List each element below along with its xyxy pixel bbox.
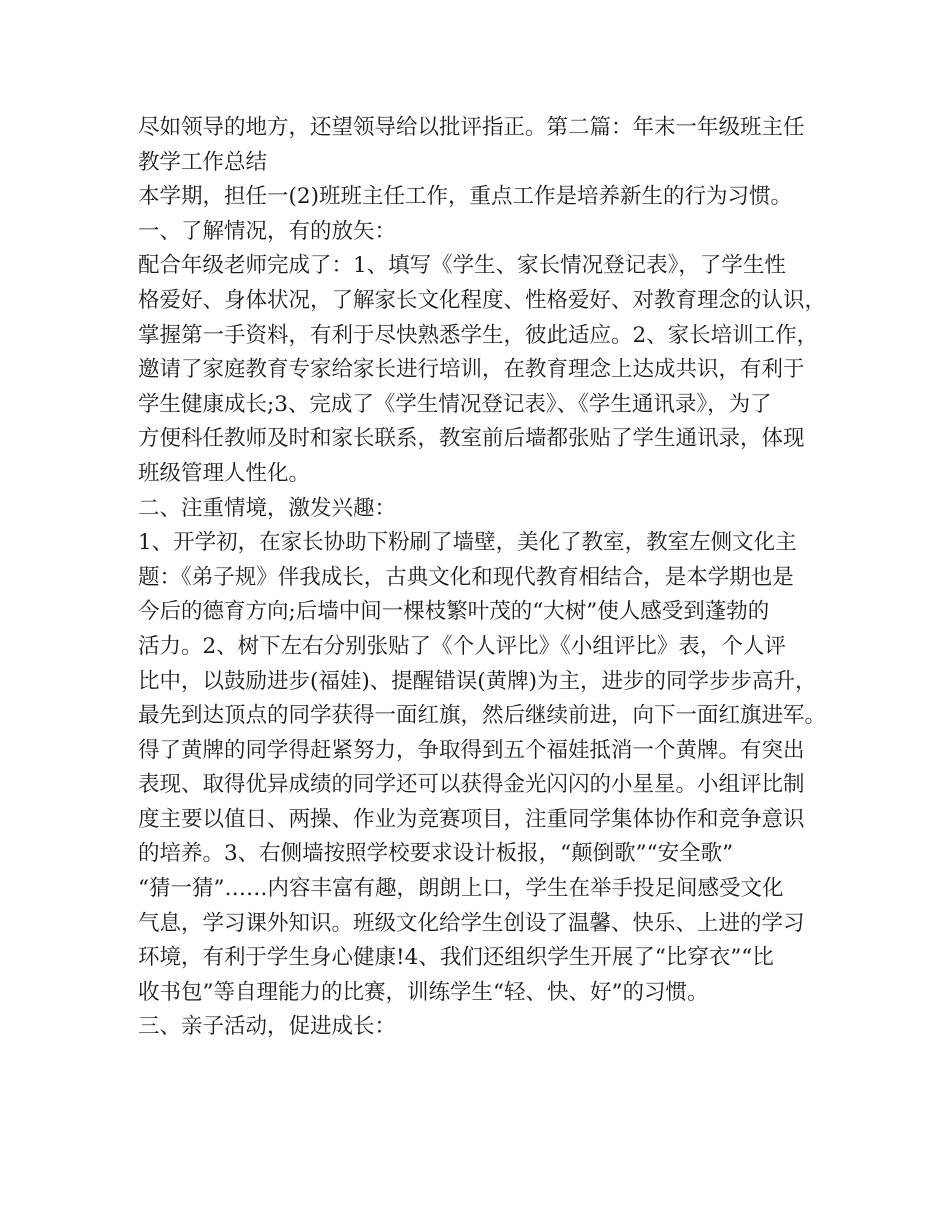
section-heading: 三、亲子活动，促进成长： [138, 1014, 397, 1040]
text-line: 教学工作总结 [138, 149, 268, 175]
text-line: 尽如领导的地方，还望领导给以批评指正。第二篇：年末一年级班主任 [138, 115, 805, 140]
text-line: 度主要以值日、两操、作业为竞赛项目，注重同学集体协作和竞争意识 [138, 806, 805, 832]
text-line: 1、开学初，在家长协助下粉刷了墙壁，美化了教室，教室左侧文化主 [138, 530, 797, 556]
text-line: 得了黄牌的同学得赶紧努力，争取得到五个福娃抵消一个黄牌。有突出 [138, 737, 805, 763]
text-line: 今后的德育方向;后墙中间一棵枝繁叶茂的“大树”使人感受到蓬勃的 [138, 599, 770, 625]
text-line: 气息，学习课外知识。班级文化给学生创设了温馨、快乐、上进的学习 [138, 910, 805, 936]
text-line: 本学期，担任一(2)班班主任工作，重点工作是培养新生的行为习惯。 [138, 184, 792, 210]
text-line: 表现、取得优异成绩的同学还可以获得金光闪闪的小星星。小组评比制 [138, 772, 805, 798]
text-line: “猜一猜”……内容丰富有趣，朗朗上口，学生在举手投足间感受文化 [138, 876, 784, 902]
text-line: 比中，以鼓励进步(福娃)、提醒错误(黄牌)为主，进步的同学步步高升， [138, 668, 817, 694]
text-line: 最先到达顶点的同学获得一面红旗，然后继续前进，向下一面红旗进军。 [138, 703, 827, 729]
section-heading: 一、了解情况，有的放矢： [138, 218, 397, 244]
text-line: 格爱好、身体状况，了解家长文化程度、性格爱好、对教育理念的认识， [138, 287, 827, 313]
text-line: 配合年级老师完成了：1、填写《学生、家长情况登记表》，了学生性 [138, 253, 786, 279]
text-line: 活力。2、树下左右分别张贴了《个人评比》《小组评比》表，个人评 [138, 633, 786, 659]
document-body [138, 111, 828, 1045]
text-line: 收书包”等自理能力的比赛，训练学生“轻、快、好”的习惯。 [138, 979, 709, 1005]
text-line: 掌握第一手资料，有利于尽快熟悉学生，彼此适应。2、家长培训工作， [138, 322, 819, 348]
section-heading: 二、注重情境，激发兴趣： [138, 495, 397, 521]
text-line: 方便科任教师及时和家长联系，教室前后墙都张贴了学生通讯录，体现 [138, 426, 805, 452]
text-line: 班级管理人性化。 [138, 460, 311, 486]
text-line: 学生健康成长;3、完成了《学生情况登记表》、《学生通讯录》，为了 [138, 391, 772, 417]
text-line: 的培养。3、右侧墙按照学校要求设计板报，“颠倒歌”“安全歌” [138, 841, 734, 867]
text-line: 环境，有利于学生身心健康!4、我们还组织学生开展了“比穿衣”“比 [138, 945, 774, 971]
text-line: 邀请了家庭教育专家给家长进行培训，在教育理念上达成共识，有利于 [138, 357, 805, 383]
text-line: 题：《弟子规》伴我成长，古典文化和现代教育相结合，是本学期也是 [138, 564, 794, 590]
